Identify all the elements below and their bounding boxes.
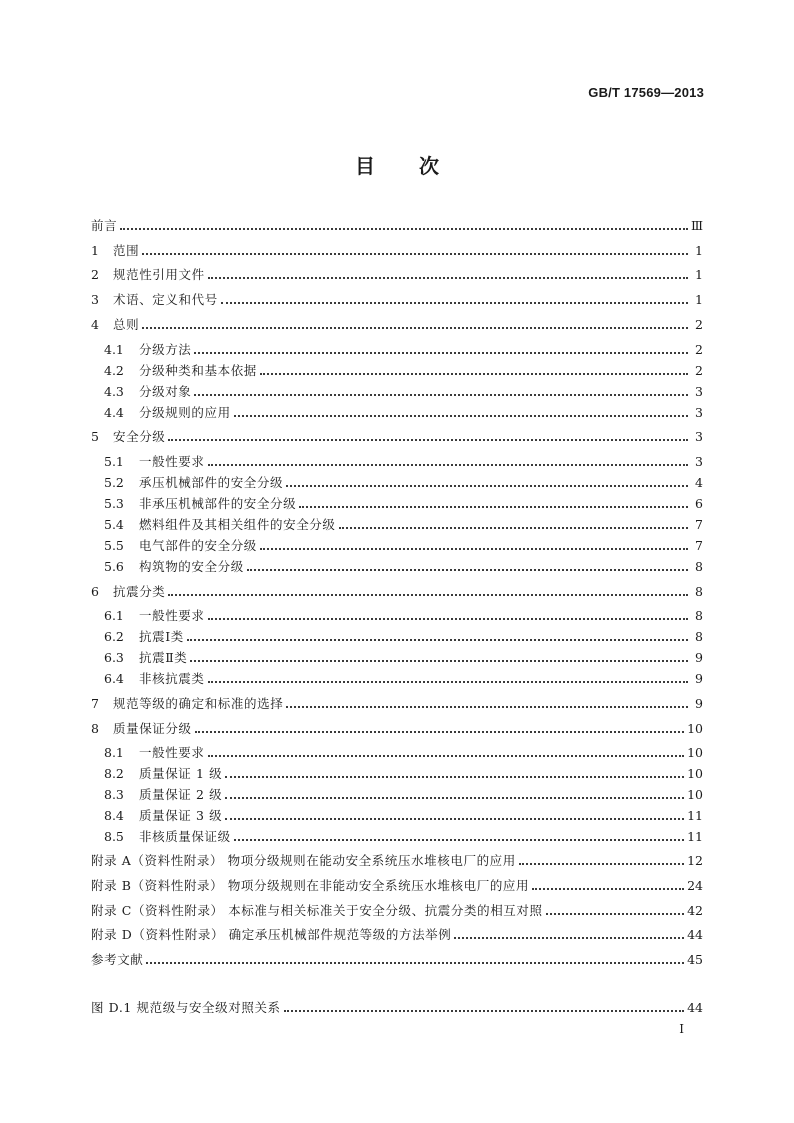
toc-label: 非核抗震类 <box>139 671 205 686</box>
toc-leader <box>187 639 688 641</box>
toc-page: 9 <box>695 671 703 686</box>
page-title: 目次 <box>355 154 483 178</box>
toc-row[interactable] <box>91 998 703 1018</box>
toc-label: 质量保证分级 <box>113 721 192 736</box>
toc-row[interactable] <box>91 694 703 714</box>
toc-num: 5.6 <box>104 559 124 574</box>
toc-page: 45 <box>687 952 703 967</box>
toc-page: 8 <box>695 559 703 574</box>
toc-row[interactable] <box>104 340 703 360</box>
toc-label: 燃料组件及其相关组件的安全分级 <box>139 517 336 532</box>
toc-num: 5.5 <box>104 538 124 553</box>
toc-row[interactable] <box>91 876 703 896</box>
toc-label: 抗震Ⅱ类 <box>139 650 188 665</box>
toc-label: 规范等级的确定和标准的选择 <box>113 696 284 711</box>
toc-page: 10 <box>687 745 703 760</box>
toc-leader <box>546 913 684 915</box>
toc-row[interactable] <box>104 515 703 535</box>
toc-page: 7 <box>695 517 703 532</box>
toc-page: 8 <box>695 584 703 599</box>
toc-row[interactable] <box>91 265 703 285</box>
toc-leader <box>225 797 684 799</box>
toc-label: 分级规则的应用 <box>139 405 231 420</box>
toc-page: 8 <box>695 608 703 623</box>
toc-label: 图 D.1 规范级与安全级对照关系 <box>91 1000 281 1015</box>
toc-leader <box>120 228 688 230</box>
toc-num: 6.2 <box>104 629 124 644</box>
toc-leader <box>208 681 688 683</box>
toc-page: 44 <box>687 927 703 942</box>
toc-leader <box>339 527 688 529</box>
toc-label: 非承压机械部件的安全分级 <box>139 496 297 511</box>
toc-row[interactable] <box>104 648 703 668</box>
toc-label: 承压机械部件的安全分级 <box>139 475 284 490</box>
toc-label: 附录 C（资料性附录） 本标准与相关标准关于安全分级、抗震分类的相互对照 <box>91 903 543 918</box>
toc-page: 10 <box>687 787 703 802</box>
toc-row[interactable] <box>104 452 703 472</box>
toc-num: 6.1 <box>104 608 124 623</box>
toc-leader <box>260 548 688 550</box>
toc-num: 4.4 <box>104 405 124 420</box>
toc-page: 10 <box>687 721 703 736</box>
toc-page: 1 <box>695 267 703 282</box>
toc-num: 5.1 <box>104 454 124 469</box>
toc-page: 2 <box>695 317 703 332</box>
toc-label: 附录 D（资料性附录） 确定承压机械部件规范等级的方法举例 <box>91 927 452 942</box>
toc-num: 6.4 <box>104 671 124 686</box>
toc-row[interactable] <box>104 494 703 514</box>
toc-page: 11 <box>687 829 703 844</box>
toc-leader <box>234 839 684 841</box>
toc-leader <box>532 888 684 890</box>
toc-leader <box>225 818 684 820</box>
toc-leader <box>208 464 688 466</box>
toc-page: 42 <box>687 903 703 918</box>
toc-num: 4 <box>91 317 99 332</box>
toc-label: 一般性要求 <box>139 454 205 469</box>
toc-leader <box>146 962 684 964</box>
toc-page: 2 <box>695 363 703 378</box>
toc-label: 分级对象 <box>139 384 192 399</box>
toc-label: 一般性要求 <box>139 745 205 760</box>
toc-num: 6.3 <box>104 650 124 665</box>
toc-label: 规范性引用文件 <box>113 267 205 282</box>
toc-page: 9 <box>695 650 703 665</box>
toc-row[interactable] <box>104 669 703 689</box>
toc-leader <box>247 569 688 571</box>
toc-leader <box>208 755 685 757</box>
toc-num: 1 <box>91 243 99 258</box>
toc-page: 3 <box>695 429 703 444</box>
toc-num: 8.4 <box>104 808 124 823</box>
toc-label: 安全分级 <box>113 429 166 444</box>
standard-code: GB/T 17569—2013 <box>588 85 704 100</box>
toc-label: 分级方法 <box>139 342 192 357</box>
toc-page: 3 <box>695 405 703 420</box>
toc-leader <box>194 352 688 354</box>
toc-row[interactable] <box>91 719 703 739</box>
toc-label: 质量保证 2 级 <box>139 787 223 802</box>
toc-row[interactable] <box>104 827 703 847</box>
toc-page: 11 <box>687 808 703 823</box>
toc-row[interactable] <box>91 315 703 335</box>
toc-num: 7 <box>91 696 99 711</box>
toc-row[interactable] <box>104 536 703 556</box>
toc-row[interactable] <box>104 606 703 626</box>
toc-row[interactable] <box>91 241 703 261</box>
toc-num: 6 <box>91 584 99 599</box>
toc-num: 8.1 <box>104 745 124 760</box>
toc-row[interactable] <box>104 743 703 763</box>
toc-row[interactable] <box>104 627 703 647</box>
toc-leader <box>142 253 688 255</box>
toc-page: 4 <box>695 475 703 490</box>
toc-label: 参考文献 <box>91 952 144 967</box>
toc-label: 电气部件的安全分级 <box>139 538 257 553</box>
toc-num: 5 <box>91 429 99 444</box>
toc-leader <box>454 937 684 939</box>
toc-page: 44 <box>687 1000 703 1015</box>
toc-page: 7 <box>695 538 703 553</box>
toc-page: 2 <box>695 342 703 357</box>
toc-row[interactable] <box>91 427 703 447</box>
toc-num: 2 <box>91 267 99 282</box>
toc-label: 质量保证 3 级 <box>139 808 223 823</box>
toc-page: 6 <box>695 496 703 511</box>
toc-row[interactable] <box>104 764 703 784</box>
toc-page: Ⅲ <box>690 218 703 233</box>
toc-leader <box>142 327 688 329</box>
toc-row[interactable] <box>104 785 703 805</box>
toc-leader <box>519 863 684 865</box>
toc-row[interactable] <box>91 950 703 970</box>
toc-label: 分级种类和基本依据 <box>139 363 257 378</box>
toc-label: 附录 B（资料性附录） 物项分级规则在非能动安全系统压水堆核电厂的应用 <box>91 878 530 893</box>
toc-label: 前言 <box>91 218 118 233</box>
toc-leader <box>284 1010 684 1012</box>
toc-row[interactable] <box>91 216 703 236</box>
toc-label: 附录 A（资料性附录） 物项分级规则在能动安全系统压水堆核电厂的应用 <box>91 853 516 868</box>
toc-leader <box>221 302 688 304</box>
toc-num: 4.2 <box>104 363 124 378</box>
toc-num: 5.3 <box>104 496 124 511</box>
toc-label: 一般性要求 <box>139 608 205 623</box>
toc-num: 5.4 <box>104 517 124 532</box>
toc-leader <box>286 485 688 487</box>
toc-row[interactable] <box>104 403 703 423</box>
toc-label: 非核质量保证级 <box>139 829 231 844</box>
toc-row[interactable] <box>91 582 703 602</box>
toc-num: 4.1 <box>104 342 124 357</box>
toc-page: 12 <box>687 853 703 868</box>
toc-num: 8.2 <box>104 766 124 781</box>
toc-leader <box>208 277 688 279</box>
toc-page: 1 <box>695 292 703 307</box>
toc-leader <box>168 439 688 441</box>
toc-num: 4.3 <box>104 384 124 399</box>
toc-leader <box>194 394 688 396</box>
toc-row[interactable] <box>104 382 703 402</box>
toc-page: 1 <box>695 243 703 258</box>
toc-row[interactable] <box>104 473 703 493</box>
toc-num: 8 <box>91 721 99 736</box>
toc-row[interactable] <box>91 925 703 945</box>
toc-row[interactable] <box>91 901 703 921</box>
toc-row[interactable] <box>91 851 703 871</box>
toc-leader <box>260 373 688 375</box>
toc-label: 抗震分类 <box>113 584 166 599</box>
toc-label: 抗震Ⅰ类 <box>139 629 184 644</box>
toc-label: 总则 <box>113 317 140 332</box>
toc-page: 3 <box>695 454 703 469</box>
toc-label: 术语、定义和代号 <box>113 292 218 307</box>
toc-page: 8 <box>695 629 703 644</box>
page-number: I <box>679 1022 684 1036</box>
toc-num: 3 <box>91 292 99 307</box>
toc-row[interactable] <box>104 557 703 577</box>
toc-num: 5.2 <box>104 475 124 490</box>
toc-leader <box>234 415 688 417</box>
toc-label: 范围 <box>113 243 140 258</box>
toc-page: 3 <box>695 384 703 399</box>
toc-page: 10 <box>687 766 703 781</box>
toc-page: 9 <box>695 696 703 711</box>
toc-label: 质量保证 1 级 <box>139 766 223 781</box>
toc-row[interactable] <box>91 290 703 310</box>
toc-leader <box>190 660 688 662</box>
toc-row[interactable] <box>104 361 703 381</box>
toc-leader <box>168 594 688 596</box>
toc-leader <box>299 506 688 508</box>
toc-num: 8.5 <box>104 829 124 844</box>
toc-row[interactable] <box>104 806 703 826</box>
toc-num: 8.3 <box>104 787 124 802</box>
toc-leader <box>286 706 688 708</box>
toc-leader <box>225 776 684 778</box>
toc-page: 24 <box>687 878 703 893</box>
toc-label: 构筑物的安全分级 <box>139 559 244 574</box>
toc-leader <box>195 731 684 733</box>
toc-leader <box>208 618 688 620</box>
